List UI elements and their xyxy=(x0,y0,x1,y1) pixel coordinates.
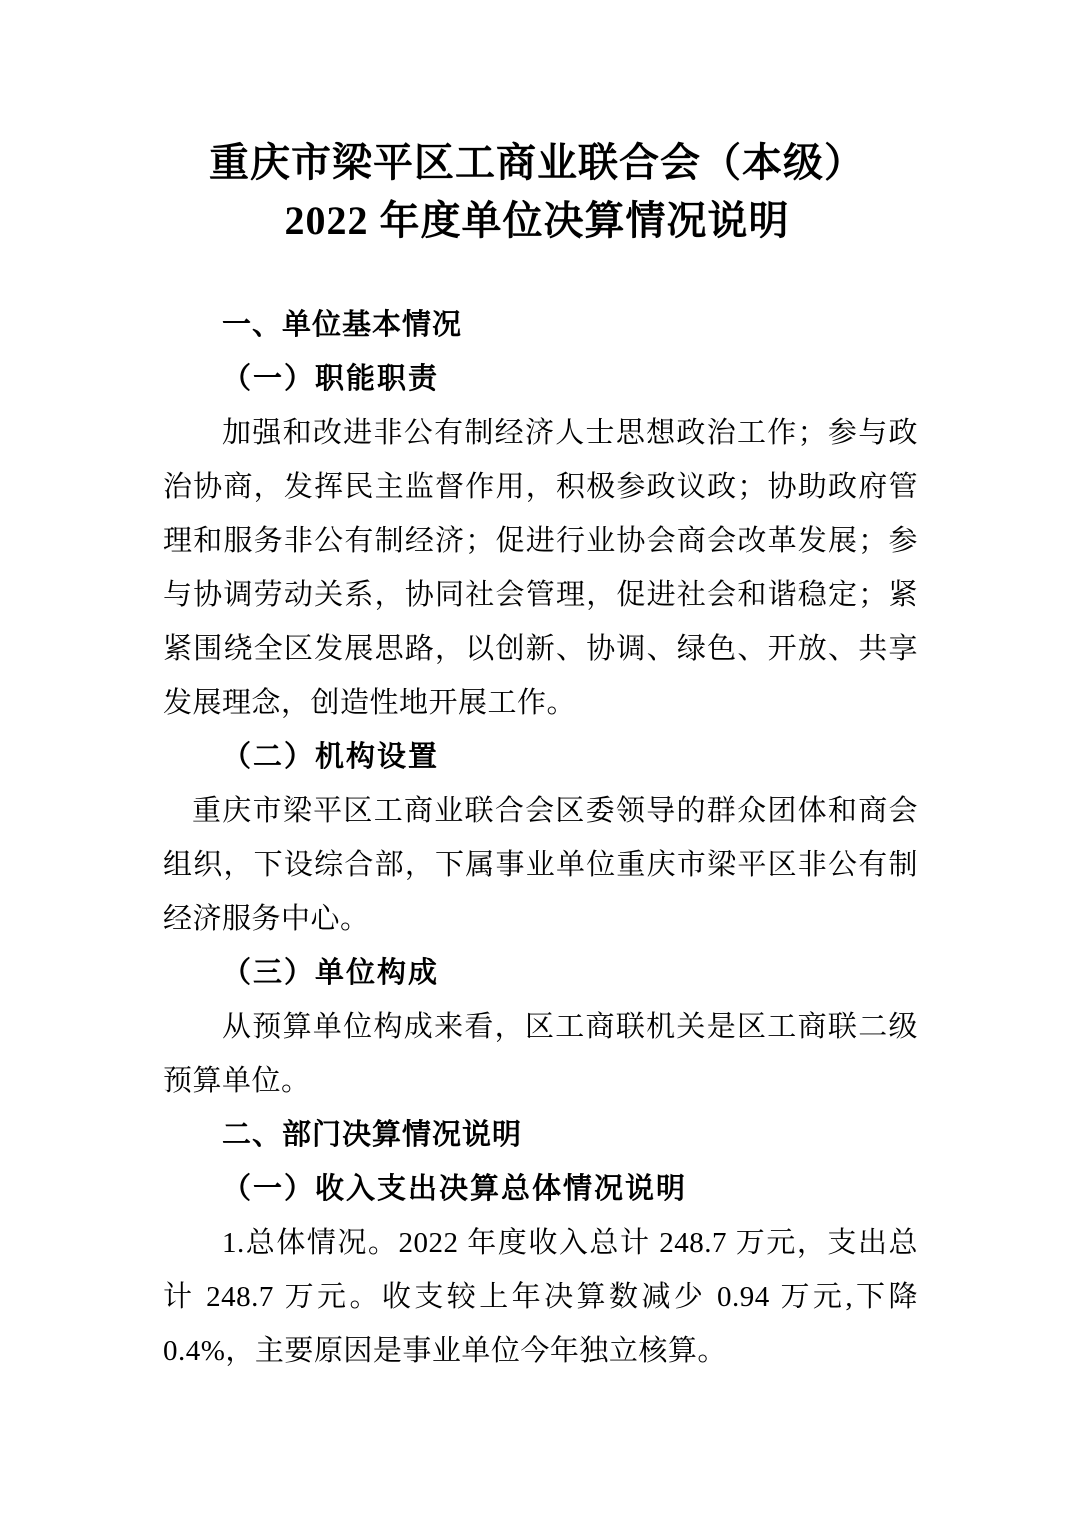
paragraph-duties: 加强和改进非公有制经济人士思想政治工作；参与政治协商，发挥民主监督作用，积极参政议政；协助政府管理和服务非公有制经济；促进行业协会商会改革发展；参与协调劳动关系，协同社会管理，促进社会和谐稳定；紧紧围绕全区发展思路，以创新、协调、绿色、开放、共享发展理念，创造性地开展工作。 xyxy=(163,417,918,719)
paragraph-composition: 从预算单位构成来看，区工商联机关是区工商联二级预算单位。 xyxy=(163,1011,918,1097)
section-2-heading: 二、部门决算情况说明 xyxy=(222,1119,523,1151)
section-1-heading: 一、单位基本情况 xyxy=(222,309,463,341)
document-title-line-1: 重庆市梁平区工商业联合会（本级） xyxy=(209,140,865,185)
document-title xyxy=(0,0,1074,250)
subsection-1-1-heading-duties: （一）职能职责 xyxy=(222,363,440,395)
paragraph-overall-budget: 1.总体情况。2022 年度收入总计 248.7 万元，支出总计 248.7 万元。收支较上年决算数减少 0.94 万元,下降 0.4%，主要原因是事业单位今年独立核算。 xyxy=(163,1227,918,1367)
document-body xyxy=(163,298,918,1378)
paragraph-organization: 重庆市梁平区工商业联合会区委领导的群众团体和商会组织，下设综合部，下属事业单位重庆市梁平区非公有制经济服务中心。 xyxy=(163,795,918,935)
document-title-line-2: 2022 年度单位决算情况说明 xyxy=(284,198,790,243)
subsection-1-2-heading-organization: （二）机构设置 xyxy=(222,741,440,773)
subsection-1-3-heading-composition: （三）单位构成 xyxy=(222,957,440,989)
subsection-2-1-heading-overall: （一）收入支出决算总体情况说明 xyxy=(222,1173,688,1205)
